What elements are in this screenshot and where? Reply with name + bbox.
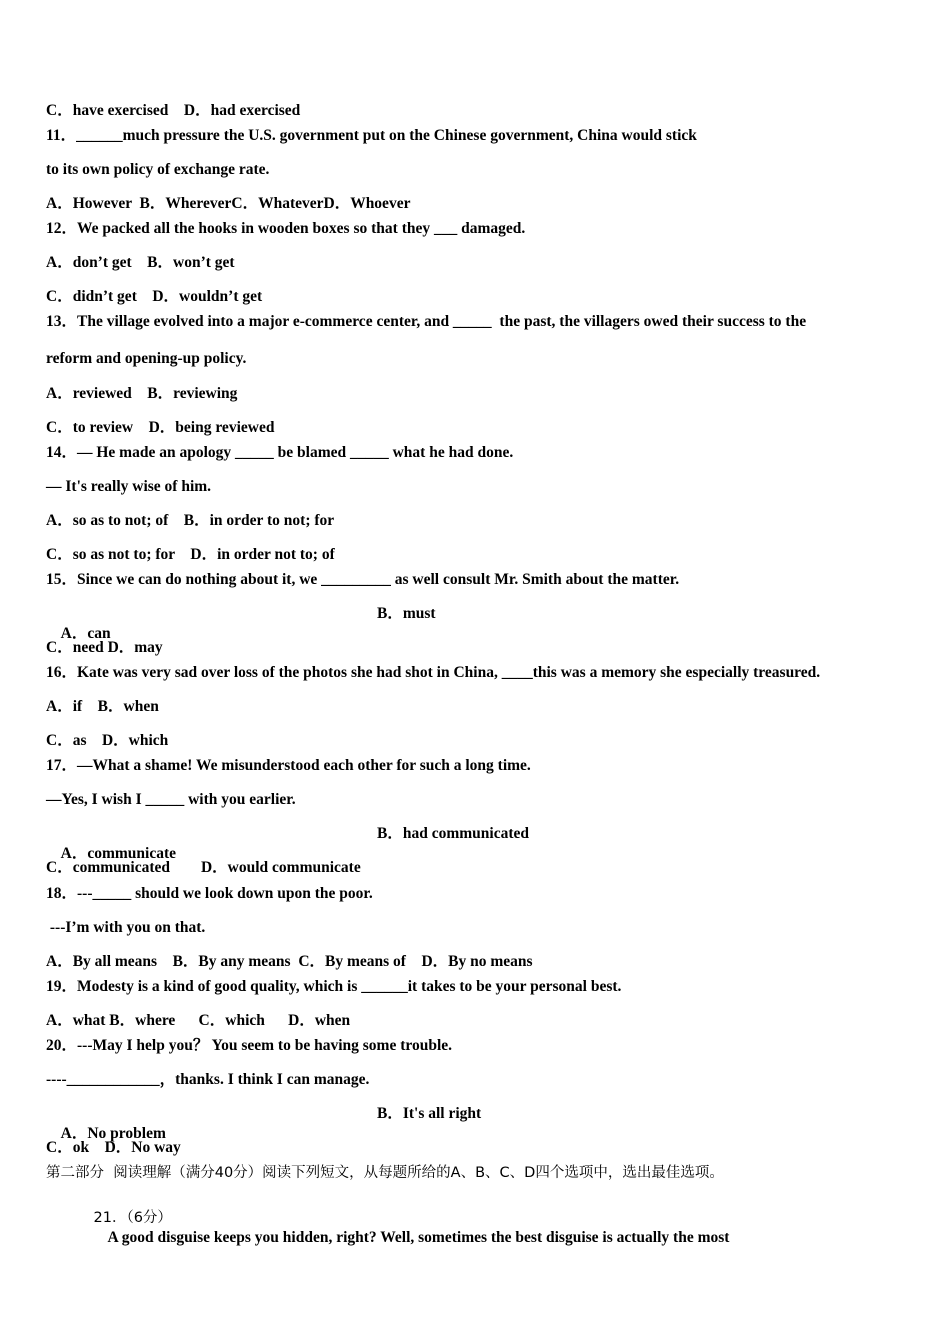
- q16-options-ab: A．if B．when: [46, 698, 159, 715]
- q21-text: A good disguise keeps you hidden, right? Well, sometimes the best disguise is actually the most: [107, 1229, 730, 1246]
- q13-stem-line2: reform and opening-up policy.: [46, 350, 247, 367]
- q14-stem-line1: 14．— He made an apology _____ be blamed _____ what he had done.: [46, 444, 514, 461]
- q13-options-ab: A．reviewed B．reviewing: [46, 385, 238, 402]
- q11-stem-line1: 11．______much pressure the U.S. government put on the Chinese government, China would stick: [46, 127, 697, 144]
- q17-option-b: B．had communicated: [377, 825, 529, 842]
- q17-option-a: A．communicate: [60, 845, 177, 862]
- q15-option-b: B．must: [377, 605, 436, 622]
- q12-options-cd: C．didn’t get D．wouldn’t get: [46, 288, 263, 305]
- q12-stem: 12．We packed all the hooks in wooden boxes so that they ___ damaged.: [46, 220, 526, 237]
- q17-stem-line1: 17．—What a shame! We misunderstood each other for such a long time.: [46, 757, 531, 774]
- section2-heading: 第二部分 阅读理解（满分40分）阅读下列短文，从每题所给的A、B、C、D四个选项中，选出最佳选项。: [46, 1165, 724, 1181]
- q19-options: A．what B．where C．which D．when: [46, 1012, 351, 1029]
- q20-stem-line1: 20．---May I help you？ You seem to be having some trouble.: [46, 1037, 453, 1054]
- q16-options-cd: C．as D．which: [46, 732, 169, 749]
- q20-options-cd: C．ok D．No way: [46, 1139, 181, 1156]
- q14-options-ab: A．so as to not; of B．in order to not; for: [46, 512, 335, 529]
- q19-stem: 19．Modesty is a kind of good quality, which is ______it takes to be your personal best.: [46, 978, 622, 995]
- q17-stem-line2: —Yes, I wish I _____ with you earlier.: [46, 791, 296, 808]
- q15-options-cd: C．need D．may: [46, 639, 163, 656]
- q13-stem-line1: 13．The village evolved into a major e-commerce center, and _____ the past, the villagers owed their success to the: [46, 313, 807, 330]
- q13-options-cd: C．to review D．being reviewed: [46, 419, 275, 436]
- q17-options-cd: C．communicated D．would communicate: [46, 859, 361, 876]
- q15-option-a: A．can: [60, 625, 111, 642]
- q18-options: A．By all means B．By any means C．By means of D．By no means: [46, 953, 533, 970]
- q21-label: 21．（6分）: [93, 1210, 172, 1226]
- q12-options-ab: A．don’t get B．won’t get: [46, 254, 235, 271]
- q14-stem-line2: — It's really wise of him.: [46, 478, 212, 495]
- q11-stem-line2: to its own policy of exchange rate.: [46, 161, 270, 178]
- q21-line: [78, 1188, 729, 1268]
- q10-options-cd: C．have exercised D．had exercised: [46, 102, 301, 119]
- q20-stem-line2: ----____________，thanks. I think I can manage.: [46, 1071, 370, 1088]
- q20-option-a: A．No problem: [60, 1125, 166, 1142]
- q20-option-b: B．It's all right: [377, 1105, 482, 1122]
- q14-options-cd: C．so as not to; for D．in order not to; of: [46, 546, 335, 563]
- q15-stem: 15．Since we can do nothing about it, we _________ as well consult Mr. Smith about the matter.: [46, 571, 680, 588]
- q11-options: A．However B．WhereverC．WhateverD．Whoever: [46, 195, 411, 212]
- q18-stem-line2: ---I’m with you on that.: [46, 919, 206, 936]
- q16-stem: 16．Kate was very sad over loss of the photos she had shot in China, ____this was a memory she especially treasured.: [46, 664, 821, 681]
- q18-stem-line1: 18．---_____ should we look down upon the poor.: [46, 885, 373, 902]
